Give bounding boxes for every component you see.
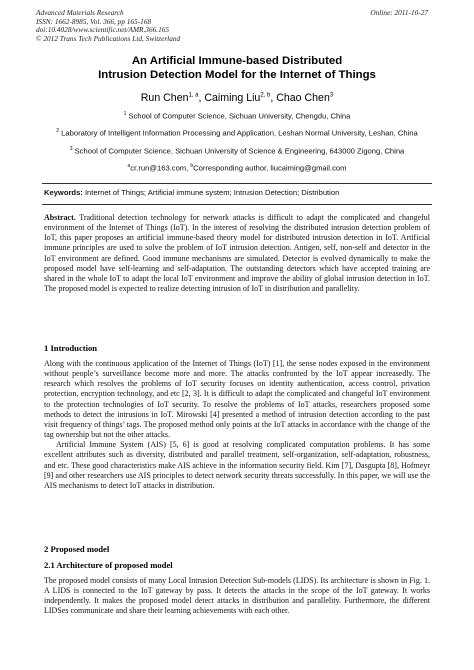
section-heading: 1 Introduction (44, 343, 98, 353)
author-superscript: 3 (329, 92, 334, 99)
keywords-text: Internet of Things; Artificial immune system; Intrusion Detection; Distribution (82, 188, 340, 197)
architecture-body (44, 576, 430, 617)
affiliation-text: School of Computer Science, Sichuan University of Science & Engineering, 643000 Zigong, China (74, 146, 405, 156)
affiliation-number: 1 (123, 111, 127, 117)
journal-header (36, 9, 428, 43)
affiliation-number: 3 (69, 145, 73, 152)
affiliation (30, 110, 444, 121)
issn-line: ISSN: 1662-8985, Vol. 366, pp 165-168 (36, 16, 152, 26)
journal-name: Advanced Materials Research (36, 8, 124, 17)
author-name: Run Chen (140, 92, 189, 104)
keywords-top-rule (42, 183, 432, 184)
author-emails (30, 162, 444, 173)
title-line-2: Intrusion Detection Model for the Internet of Things (98, 69, 376, 81)
section-heading: 2 Proposed model (44, 544, 110, 554)
paragraph: The proposed model consists of many Local Intrusion Detection Sub-models (LIDS). Its architecture is shown in Fig. 1. A LIDS is connected to the IoT gateway by pass. It detects the attacks in the scope of the IoT gateway. It works independently. It makes the proposed model detect attacks in distribution and parallelity. Furthermore, the different LIDSes communicate and share their learning achievements with each other. (44, 576, 430, 616)
paper-title (40, 54, 434, 82)
subsection-heading: 2.1 Architecture of proposed model (44, 560, 173, 570)
email-b[interactable]: Corresponding author, liucaiming@gmail.com (193, 163, 347, 173)
author-superscript: 1, a (188, 92, 199, 99)
email-a[interactable]: cr.run@163.com, (130, 163, 191, 173)
keywords-label: Keywords: (44, 188, 83, 197)
author-name: Caiming Liu (204, 92, 261, 104)
affiliation-text: Laboratory of Intelligent Information Processing and Application, Leshan Normal University, Leshan, China (61, 128, 418, 138)
affiliations (30, 110, 444, 173)
keywords-line (44, 188, 430, 198)
abstract-text: Traditional detection technology for network attacks is difficult to adapt the complicated and changeful environment of the Internet of Things (IoT). In the interest of resolving the distributed intrusion detection problem of IoT, this paper proposes an artificial immune-based theory model for distributed intrusion detection in IoT. Artificial immune principles are used to solve the problem of IoT intrusion detection. Antigen, self, non-self and detector in the IoT environment are defined. Good immune mechanisms are simulated. Detector is evolved dynamically to make the proposed model have self-learning and self-adaptation. The outstanding detectors which have accepted training are shared in the whole IoT to adapt the local IoT environment and improve the ability of global intrusion detection in IoT. The proposed model is expected to realize detecting intrusion of IoT in distribution and parallelity. (44, 213, 430, 294)
doi-line[interactable]: doi:10.4028/www.scientific.net/AMR.366.165 (36, 25, 170, 35)
affiliation-text: School of Computer Science, Sichuan University, Chengdu, China (128, 111, 351, 121)
author-list: Run Chen$^{1, a}$, Caiming Liu$^{2, b}$, Chao Chen$^3$ (140, 92, 334, 104)
keywords-bottom-rule (42, 204, 432, 205)
paragraph: Artificial Immune System (AIS) [5, 6] is good at resolving complicated computation problems. It has some excellent attributes such as diversity, distributed and parallel treatment, self-organization, self-adaptation, robustness, and etc. These good characteristics make AIS achieve in the information security field. Kim [7], Dasgupta [8], Hofmeyr [9] and other researchers use AIS principles to detect network security threats successfully. In this paper, we will use the AIS mechanisms to detect IoT attacks in distribution. (44, 440, 430, 490)
author-name: Chao Chen (276, 92, 330, 104)
abstract (44, 213, 430, 294)
affiliation (30, 145, 444, 156)
email-superscript: b (190, 162, 194, 169)
email-superscript: a (127, 162, 131, 169)
author-superscript: 2, b (260, 92, 271, 99)
introduction-body (44, 359, 430, 491)
paragraph: Along with the continuous application of the Internet of Things (IoT) [1], the sense nodes exposed in the environment without people’s surveillance become more and more. The attacks confronted by the IoT appear increasedly. The research which resolves the problems of IoT security focuses on identity authentication, access control, privation protection, encryption technology, and etc [2, 3]. It is difficult to adapt the complicated and changeful IoT environment to the protection technologies of IoT security. To resolve the problems of IoT attacks, researchers proposed some methods to detect the intrusions in IoT. Mirowski [4] presented a method of intrusion detection according to the past visit frequency of things’ tags. The proposed method only points at the IoT attacks in accordance with the change of the tag ownership but not the other attacks. (44, 359, 430, 440)
title-line-1: An Artificial Immune-based Distributed (131, 55, 343, 67)
affiliation (30, 127, 444, 138)
online-date: Online: 2011-10-27 (370, 8, 428, 17)
abstract-label: Abstract. (44, 213, 76, 222)
affiliation-number: 2 (56, 128, 60, 135)
copyright-line: © 2012 Trans Tech Publications Ltd, Switzerland (36, 33, 181, 43)
